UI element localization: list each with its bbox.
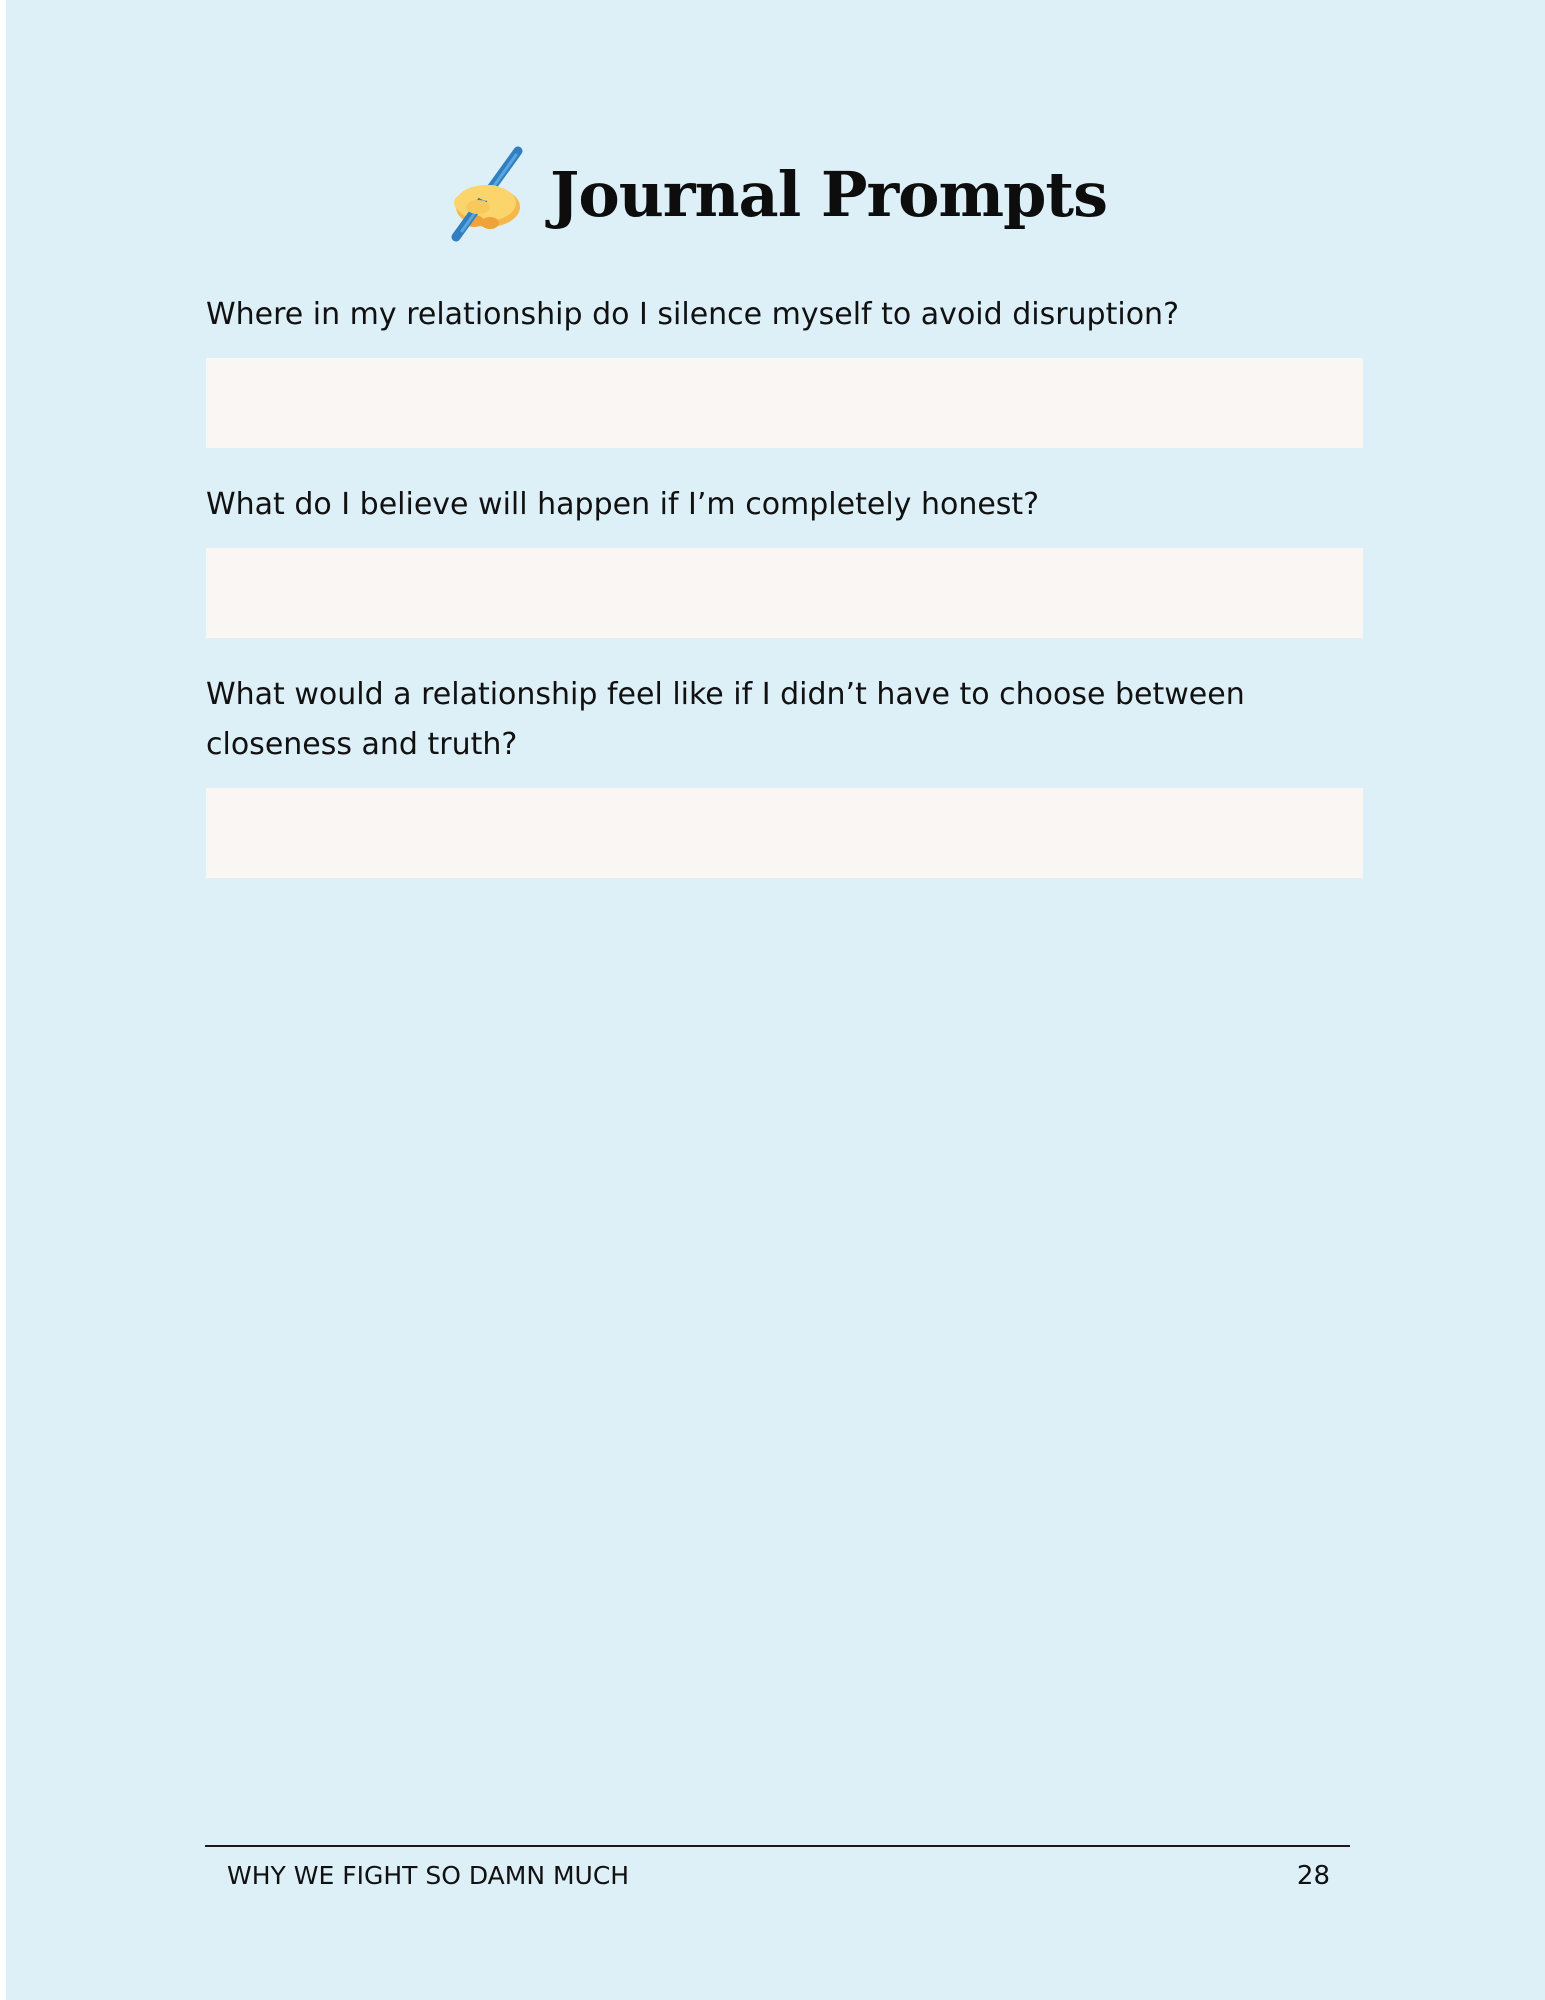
page-title: Journal Prompts [550,158,1107,231]
prompt-item [206,670,1363,878]
prompt-item [206,290,1363,448]
footer-page-number: 28 [1296,1861,1330,1891]
answer-box[interactable] [206,358,1363,448]
footer-book-title: WHY WE FIGHT SO DAMN MUCH [227,1861,630,1890]
answer-box[interactable] [206,548,1363,638]
prompt-list [206,290,1363,910]
prompt-item [206,480,1363,638]
answer-box[interactable] [206,788,1363,878]
prompt-question: What would a relationship feel like if I didn’t have to choose between closeness and truth? [206,677,1245,762]
prompt-question: What do I believe will happen if I’m completely honest? [206,487,1040,522]
footer-divider [205,1845,1350,1847]
page [6,0,1545,2000]
writing-hand-icon [444,145,536,245]
page-header [6,140,1545,250]
prompt-question: Where in my relationship do I silence myself to avoid disruption? [206,297,1179,332]
